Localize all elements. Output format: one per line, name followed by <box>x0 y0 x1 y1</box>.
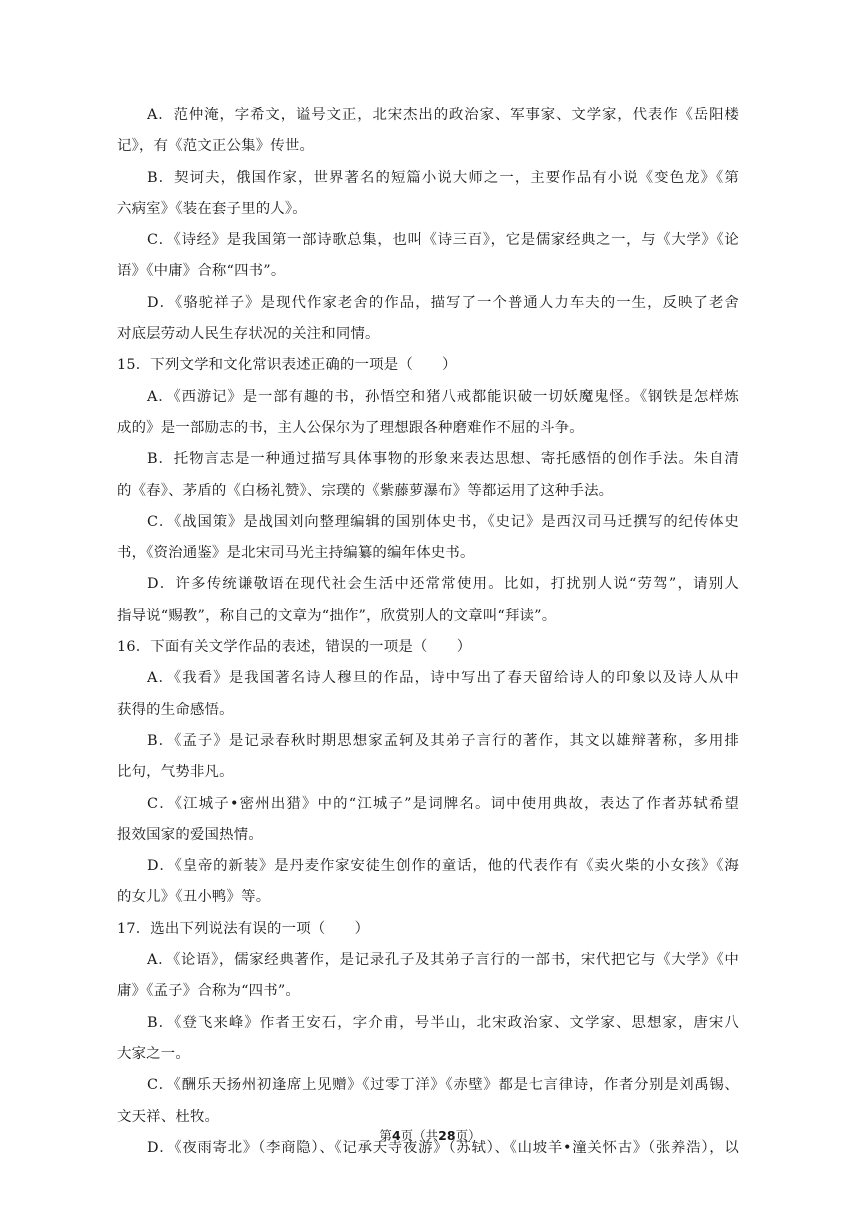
footer-page-number: 4 <box>391 1128 401 1143</box>
question-stem: 16．下面有关文学作品的表述，错误的一项是（ ） <box>117 639 472 656</box>
text-line: D．许多传统谦敬语在现代社会生活中还常常使用。比如，打扰别人说“劳驾”，请别人 <box>147 576 739 593</box>
text-line: B．《孟子》是记录春秋时期思想家孟轲及其弟子言行的著作，其文以雄辩著称，多用排 <box>147 732 739 749</box>
text-line: 庸》《孟子》合称为“四书”。 <box>117 983 301 1000</box>
page-content <box>117 100 739 1164</box>
text-line: C．《酬乐天扬州初逢席上见赠》《过零丁洋》《赤壁》都是七言律诗，作者分别是刘禹锡、 <box>147 1077 739 1094</box>
text-line: A．《西游记》是一部有趣的书，孙悟空和猪八戒都能识破一切妖魔鬼怪。《钢铁是怎样炼 <box>147 388 739 405</box>
text-line: C．《江城子•密州出猎》中的“江城子”是词牌名。词中使用典故，表达了作者苏轼希望 <box>147 795 739 812</box>
text-line: B．《登飞来峰》作者王安石，字介甫，号半山，北宋政治家、文学家、思想家，唐宋八 <box>147 1014 739 1031</box>
text-line: B．契诃夫，俄国作家，世界著名的短篇小说大师之一，主要作品有小说《变色龙》《第 <box>147 169 739 186</box>
text-line: 语》《中庸》合称“四书”。 <box>117 263 286 280</box>
text-line: D．《骆驼祥子》是现代作家老舍的作品，描写了一个普通人力车夫的一生，反映了老舍 <box>147 294 739 311</box>
text-line: 的女儿》《丑小鸭》等。 <box>117 889 271 906</box>
text-line: A．范仲淹，字希文，谥号文正，北宋杰出的政治家、军事家、文学家，代表作《岳阳楼 <box>147 107 739 123</box>
question-stem: 17．选出下列说法有误的一项（ ） <box>117 920 370 937</box>
text-line: 指导说“赐教”，称自己的文章为“拙作”，欣赏别人的文章叫“拜读”。 <box>117 607 557 624</box>
text-line: 比句，气势非凡。 <box>117 764 234 781</box>
text-line: 报效国家的爱国热情。 <box>117 826 263 843</box>
footer-suffix: 页） <box>455 1128 481 1143</box>
text-line: 大家之一。 <box>117 1045 190 1062</box>
text-line: 记》，有《范文正公集》传世。 <box>117 138 315 155</box>
footer-prefix: 第 <box>379 1128 392 1143</box>
footer-total-pages: 28 <box>438 1128 456 1143</box>
page-footer <box>0 1127 860 1145</box>
text-line: 成的》是一部励志的书，主人公保尔为了理想跟各种磨难作不屈的斗争。 <box>117 419 584 436</box>
text-line: 获得的生命感悟。 <box>117 701 234 718</box>
text-line: 六病室》《装在套子里的人》。 <box>117 200 307 217</box>
text-line: 的《春》、茅盾的《白杨礼赞》、宗璞的《紫藤萝瀑布》等都运用了这种手法。 <box>117 482 614 499</box>
text-line: A．《我看》是我国著名诗人穆旦的作品，诗中写出了春天留给诗人的印象以及诗人从中 <box>147 670 739 687</box>
text-line: C．《战国策》是战国刘向整理编辑的国别体史书，《史记》是西汉司马迁撰写的纪传体史 <box>147 513 739 530</box>
text-line: A．《论语》，儒家经典著作，是记录孔子及其弟子言行的一部书，宋代把它与《大学》《中 <box>147 952 739 969</box>
footer-middle: 页（共 <box>400 1128 439 1143</box>
text-line: B．托物言志是一种通过描写具体事物的形象来表达思想、寄托感悟的创作手法。朱自清 <box>147 451 739 468</box>
text-line: C．《诗经》是我国第一部诗歌总集，也叫《诗三百》，它是儒家经典之一，与《大学》《论 <box>147 232 739 249</box>
text-line: D．《夜雨寄北》（李商隐）、《记承天寺夜游》（苏轼）、《山坡羊•潼关怀古》（张养浩），以 <box>147 1139 739 1156</box>
text-line: 文天祥、杜牧。 <box>117 1108 220 1125</box>
text-line: 对底层劳动人民生存状况的关注和同情。 <box>117 326 380 343</box>
question-stem: 15．下列文学和文化常识表述正确的一项是（ ） <box>117 357 457 374</box>
text-line: 书，《资治通鉴》是北宋司马光主持编纂的编年体史书。 <box>117 545 475 562</box>
text-line: D．《皇帝的新装》是丹麦作家安徒生创作的童话，他的代表作有《卖火柴的小女孩》《海 <box>147 858 739 875</box>
